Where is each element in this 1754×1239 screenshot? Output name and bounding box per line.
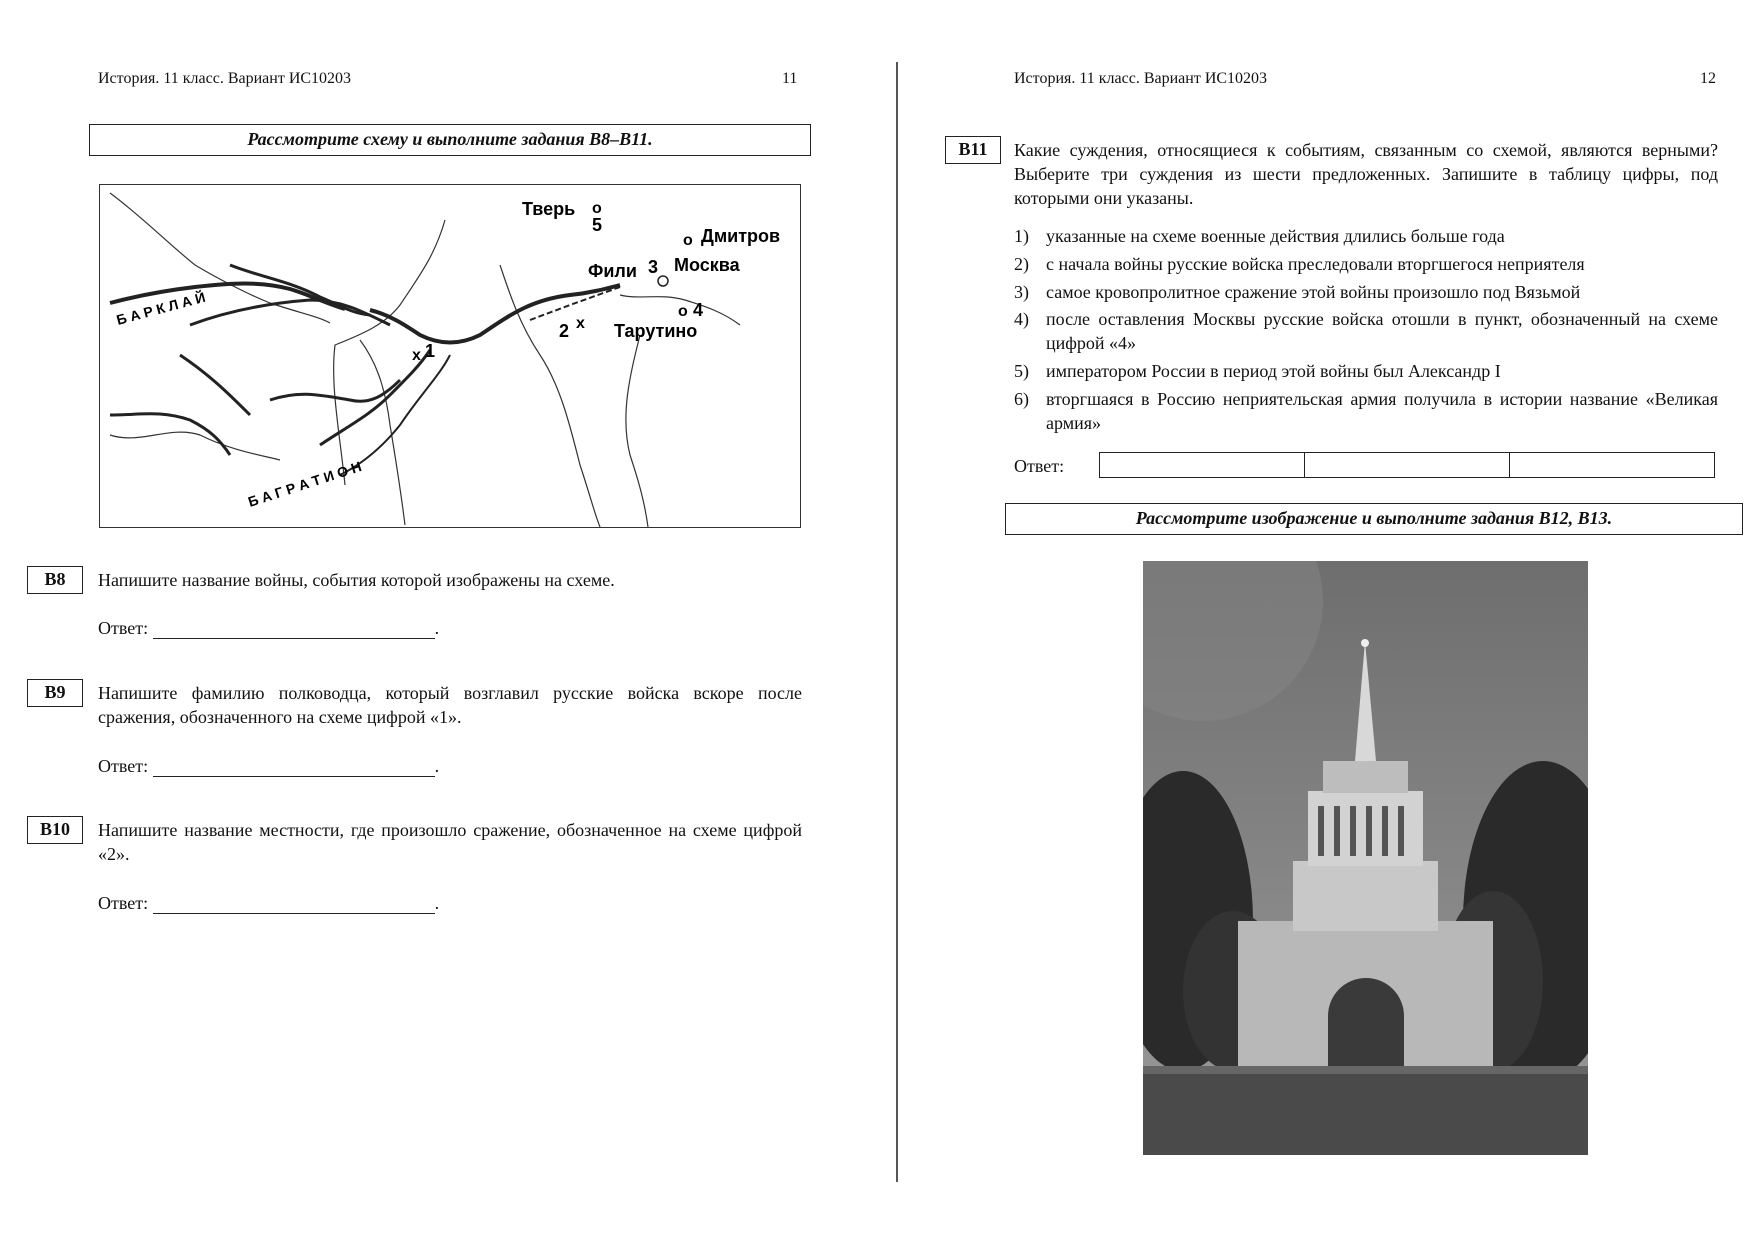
tower-drum: [1323, 761, 1408, 793]
campaign-map: [99, 184, 801, 528]
river-don: [626, 335, 648, 527]
map-label-fili: Фили: [588, 261, 637, 281]
arch: [1328, 978, 1404, 1071]
question-label-b8: В8: [27, 566, 83, 594]
question-text-b8: Напишите название войны, события которой изображены на схеме.: [98, 570, 615, 590]
answer-cell[interactable]: [1305, 453, 1510, 478]
option-1: 1) указанные на схеме военные действия длились больше года: [1014, 226, 1505, 246]
water: [1143, 1071, 1588, 1155]
map-label-3: 3: [648, 257, 659, 277]
option-2: 2) с начала войны русские войска преследовали вторгшегося неприятеля: [1014, 254, 1585, 274]
river-oka: [500, 265, 600, 527]
answer-cell[interactable]: [1510, 453, 1715, 478]
answer-row-b10: Ответ: .: [98, 893, 440, 913]
map-label-4: 4: [693, 300, 704, 320]
building-mid: [1293, 861, 1438, 931]
map-label-2: 2: [559, 321, 570, 341]
spire-top: [1361, 639, 1369, 647]
photo-svg: [1143, 561, 1588, 1155]
map-svg: [100, 185, 800, 527]
question-text-b10: Напишите название местности, где произошло сражение, обозначенное на схеме цифрой «2».: [98, 820, 802, 864]
route-retreat: [530, 287, 620, 320]
question-text-b11: Какие суждения, относящиеся к событиям, связанным со схемой, являются верными? Выберите три суждения из шести предложенных. Запишите в таблицу цифры, под которыми они указаны.: [1014, 140, 1718, 208]
left-page-header: История. 11 класс. Вариант ИС10203: [98, 70, 352, 87]
map-label-1: 1: [425, 341, 436, 361]
question-label-b10: В10: [27, 816, 83, 844]
map-label-barclay: Б А Р К Л А Й: [114, 288, 208, 328]
map-circle-dmitrov: o: [683, 232, 693, 249]
map-label-dmitrov: Дмитров: [701, 226, 781, 246]
answer-cell[interactable]: [1100, 453, 1305, 478]
instruction-box-2: Рассмотрите изображение и выполните задания В12, В13.: [1005, 503, 1743, 535]
map-label-moscow: Москва: [674, 255, 740, 275]
answer-table-b11: [1099, 452, 1715, 478]
option-4: 4) после оставления Москвы русские войска отошли в пункт, обозначенный на схеме цифрой «4»: [1014, 309, 1718, 353]
map-label-5: 5: [592, 215, 603, 235]
shore: [1143, 1066, 1588, 1074]
question-label-b9: В9: [27, 679, 83, 707]
answer-row-b8: Ответ: .: [98, 618, 440, 638]
map-circle-tver: o: [592, 200, 602, 217]
question-label-b11: В11: [945, 136, 1001, 164]
answer-row-b9: Ответ: .: [98, 756, 440, 776]
map-label-bagration: Б А Г Р А Т И О Н: [245, 458, 364, 510]
route-bagration-1: [110, 414, 230, 455]
option-3: 3) самое кровопролитное сражение этой войны произошло под Вязьмой: [1014, 282, 1581, 302]
answer-field-b10[interactable]: [153, 897, 435, 914]
answer-label-b11: Ответ:: [1014, 456, 1065, 476]
answer-field-b9[interactable]: [153, 760, 435, 777]
right-page-number: 12: [1700, 70, 1716, 87]
option-6: 6) вторгшаяся в Россию неприятельская армия получила в истории название «Великая армия»: [1014, 389, 1718, 433]
map-circle-4: o: [678, 303, 688, 320]
answer-label-b8: Ответ:: [98, 618, 149, 638]
answer-label-b10: Ответ:: [98, 893, 149, 913]
answer-label-b9: Ответ:: [98, 756, 149, 776]
building-tower: [1308, 791, 1423, 866]
map-label-tarutino: Тарутино: [614, 321, 698, 341]
battle-marker-2: x: [576, 315, 585, 332]
map-label-tver: Тверь: [522, 199, 576, 219]
question-text-b9: Напишите фамилию полководца, который возглавил русские войска вскоре после сражения, обозначенного на схеме цифрой «1».: [98, 683, 802, 727]
admiralty-photo: [1143, 561, 1588, 1155]
instruction-box: Рассмотрите схему и выполните задания В8–В11.: [89, 124, 811, 156]
battle-marker-1: x: [412, 347, 421, 364]
right-page-header: История. 11 класс. Вариант ИС10203: [1014, 70, 1268, 87]
moscow-marker: [658, 276, 668, 286]
river-south: [360, 340, 405, 525]
page-divider: [896, 62, 898, 1182]
answer-field-b8[interactable]: [153, 622, 435, 639]
option-5: 5) императором России в период этой войны был Александр I: [1014, 361, 1501, 381]
left-page-number: 11: [782, 70, 798, 87]
river-neman: [110, 432, 280, 460]
route-bagration-2: [180, 355, 250, 415]
river-west-dvina: [110, 193, 330, 323]
